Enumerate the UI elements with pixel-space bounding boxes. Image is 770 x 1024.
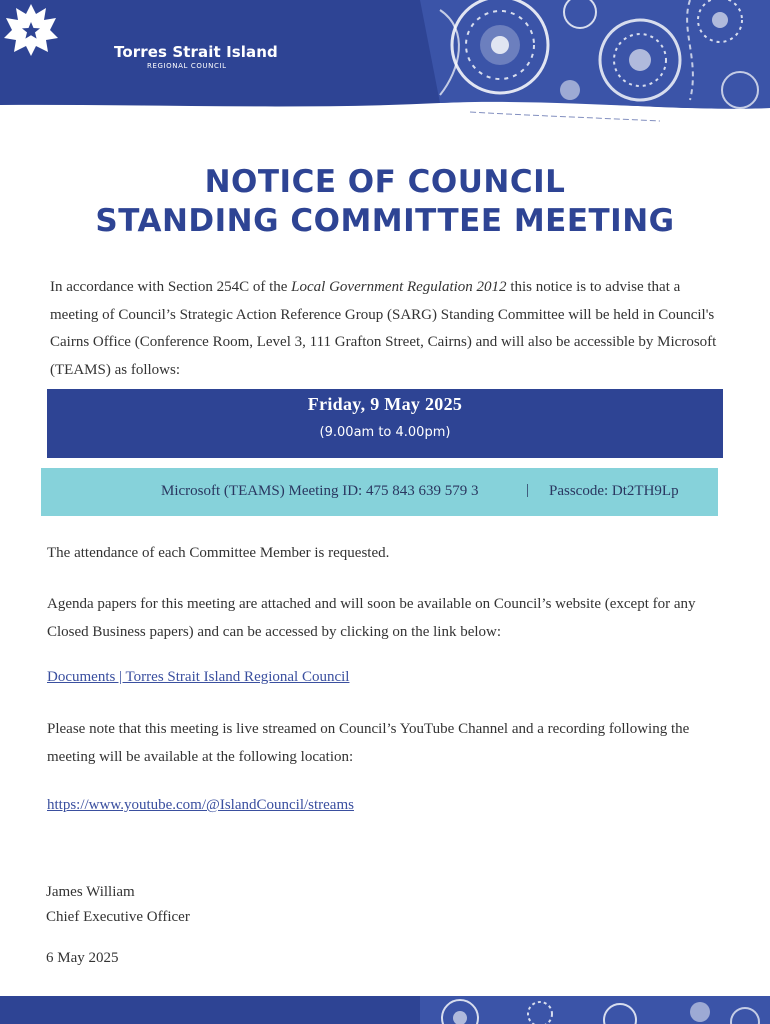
teams-passcode: Passcode: Dt2TH9Lp bbox=[549, 483, 679, 499]
header-background bbox=[0, 0, 770, 125]
title-line-1: NOTICE OF COUNCIL bbox=[204, 164, 566, 200]
youtube-streams-link[interactable]: https://www.youtube.com/@IslandCouncil/streams bbox=[47, 797, 354, 813]
teams-details-box bbox=[41, 468, 718, 516]
agenda-paragraph: Agenda papers for this meeting are attached and will soon be available on Council’s website (except for any Closed Business papers) and can be accessed by clicking on the link below: bbox=[47, 596, 696, 640]
meeting-date: Friday, 9 May 2025 bbox=[307, 394, 463, 414]
signatory-name: James William bbox=[46, 884, 135, 900]
intro-regulation-name: Local Government Regulation 2012 bbox=[291, 279, 507, 295]
footer-pattern bbox=[0, 996, 770, 1024]
teams-separator: | bbox=[526, 482, 530, 498]
footer-banner bbox=[0, 996, 770, 1024]
meeting-time: (9.00am to 4.00pm) bbox=[319, 425, 451, 440]
intro-text-before: In accordance with Section 254C of the bbox=[50, 279, 292, 295]
header-banner bbox=[0, 0, 770, 125]
attendance-paragraph: The attendance of each Committee Member is requested. bbox=[47, 545, 390, 561]
org-name: Torres Strait Island bbox=[114, 43, 278, 61]
torres-strait-dhari-headdress-logo bbox=[0, 0, 62, 58]
livestream-paragraph: Please note that this meeting is live streamed on Council’s YouTube Channel and a recording following the meeting will be available at the following location: bbox=[47, 721, 690, 765]
title-line-2: STANDING COMMITTEE MEETING bbox=[95, 203, 675, 239]
intro-text-after: this notice is to advise that a meeting of Council’s Strategic Action Reference Group (SARG) Standing Committee will be held in Council's Cairns Office (Conference Room, Level 3, 111 Grafton Street, Cairns) and will also be accessible by Microsoft (TEAMS) as follows: bbox=[50, 279, 717, 378]
teams-meeting-id: Microsoft (TEAMS) Meeting ID: 475 843 639 579 3 bbox=[161, 483, 479, 499]
meeting-date-box bbox=[47, 389, 723, 458]
org-subtitle: REGIONAL COUNCIL bbox=[147, 62, 227, 70]
documents-link[interactable]: Documents | Torres Strait Island Regional Council bbox=[47, 669, 350, 685]
page-title bbox=[0, 163, 770, 241]
signatory-role: Chief Executive Officer bbox=[46, 909, 190, 925]
island-pattern-decoration bbox=[420, 0, 770, 109]
intro-paragraph bbox=[50, 274, 730, 384]
notice-date: 6 May 2025 bbox=[46, 950, 119, 966]
